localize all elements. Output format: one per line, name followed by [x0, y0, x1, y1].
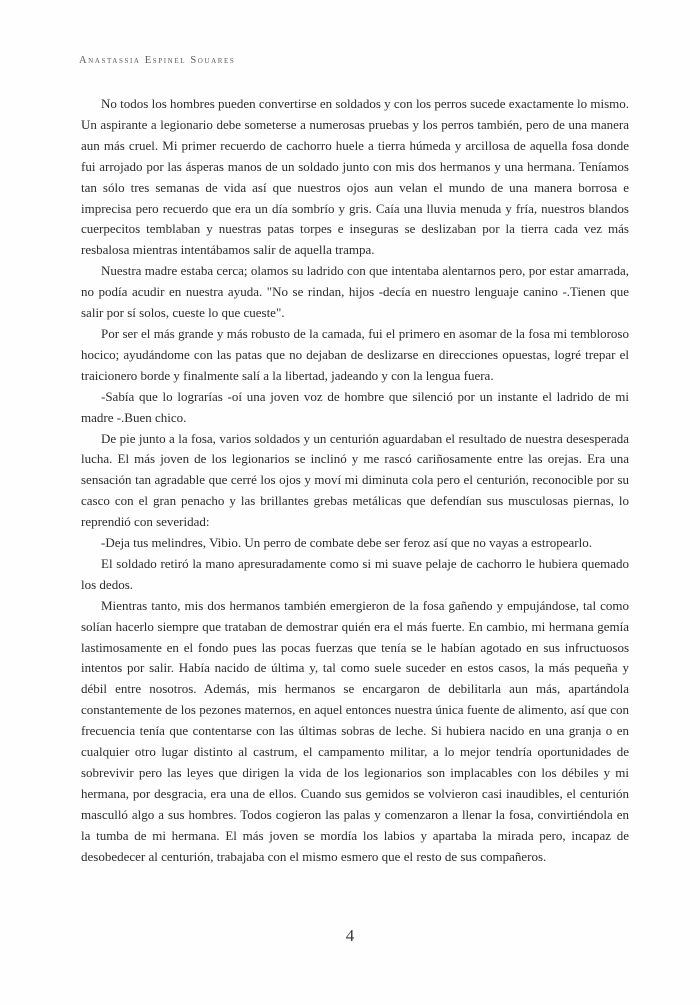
paragraph: Nuestra madre estaba cerca; olamos su ladrido con que intentaba alentarnos pero, por estar amarrada, no podía acudir en nuestra ayuda. "No se rindan, hijos -decía en nuestro lenguaje canino -.Tienen que salir por sí solos, cueste lo que cueste".	[81, 263, 629, 321]
page-number: 4	[345, 926, 355, 945]
running-head: Anastassia Espinel Souares	[79, 55, 236, 66]
paragraph: -Deja tus melindres, Vibio. Un perro de combate debe ser feroz así que no vayas a estropearlo.	[101, 535, 592, 551]
body-text	[81, 94, 629, 868]
paragraph: De pie junto a la fosa, varios soldados y un centurión aguardaban el resultado de nuestra desesperada lucha. El más joven de los legionarios se inclinó y me rascó cariñosamente entre las orejas. Era una sensación tan agradable que cerré los ojos y moví mi diminuta cola pero el centurión, reconocible por su casco con el gran penacho y las brillantes grebas metálicas que defendían sus musculosas piernas, lo reprendió con severidad:	[81, 430, 629, 530]
paragraph: -Sabía que lo lograrías -oí una joven voz de hombre que silenció por un instante el ladrido de mi madre -.Buen chico.	[81, 388, 629, 425]
paragraph: Mientras tanto, mis dos hermanos también emergieron de la fosa gañendo y empujándose, tal como solían hacerlo siempre que trataban de demostrar quién era el más fuerte. En cambio, mi hermana gemía lastimosamente en el fondo pues las pocas fuerzas que tenía se le habían agotado en sus infructuosos intentos por salir. Había nacido de última y, tal como suele suceder en estos casos, la más pequeña y débil entre nosotros. Además, mis hermanos se encargaron de debilitarla aun más, apartándola constantemente de los pezones maternos, en aquel entonces nuestra única fuente de alimento, así que con frecuencia tenía que contentarse con las últimas sobras de leche. Si hubiera nacido en una granja o en cualquier otro lugar distinto al castrum, el campamento militar, a lo mejor tendría oportunidades de sobrevivir pero las leyes que dirigen la vida de los legionarios son implacables con los débiles y mi hermana, por desgracia, era una de ellos. Cuando sus gemidos se volvieron casi inaudibles, el centurión masculló algo a sus hombres. Todos cogieron las palas y comenzaron a llenar la fosa, convirtiéndola en la tumba de mi hermana. El más joven se mordía los labios y apartaba la mirada pero, incapaz de desobedecer al centurión, trabajaba con el mismo esmero que el resto de sus compañeros.	[81, 597, 629, 864]
paragraph: No todos los hombres pueden convertirse en soldados y con los perros sucede exactamente lo mismo. Un aspirante a legionario debe someterse a numerosas pruebas y los perros también, pero de una manera aun más cruel. Mi primer recuerdo de cachorro huele a tierra húmeda y arcillosa de aquella fosa donde fui arrojado por las ásperas manos de un soldado junto con mis dos hermanos y una hermana. Teníamos tan sólo tres semanas de vida así que nuestros ojos aun velan el mundo de una manera borrosa e imprecisa pero recuerdo que era un día sombrío y gris. Caía una lluvia menuda y fría, nuestros blandos cuerpecitos temblaban y nuestras patas torpes e inseguras se deslizaban por la tierra cada vez más resbalosa mientras intentábamos salir de aquella trampa.	[81, 96, 629, 258]
paragraph: El soldado retiró la mano apresuradamente como si mi suave pelaje de cachorro le hubiera quemado los dedos.	[81, 555, 629, 592]
paragraph: Por ser el más grande y más robusto de la camada, fui el primero en asomar de la fosa mi tembloroso hocico; ayudándome con las patas que no dejaban de deslizarse en direcciones opuestas, logré trepar el traicionero borde y finalmente salí a la libertad, jadeando y con la lengua fuera.	[81, 325, 629, 383]
